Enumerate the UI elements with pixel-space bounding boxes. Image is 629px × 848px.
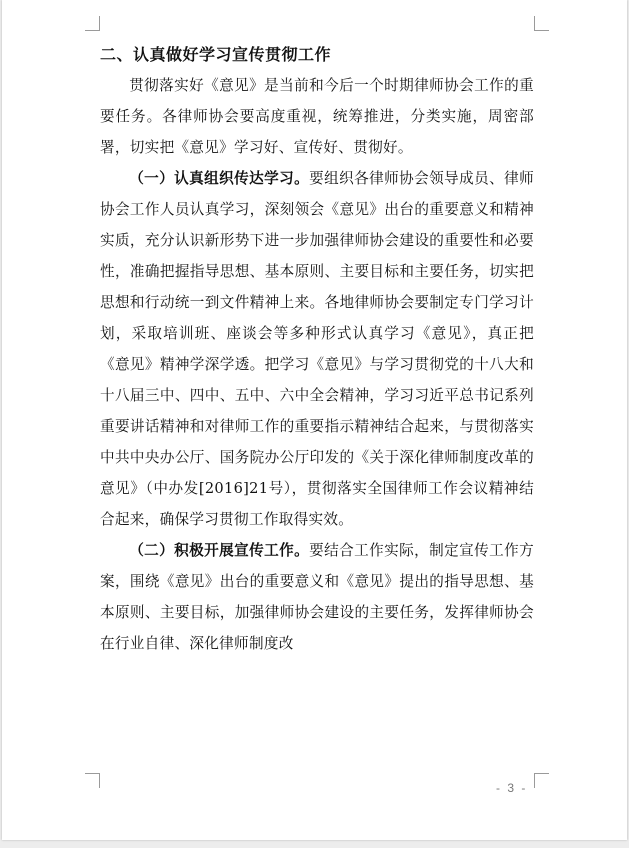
paragraph-study bbox=[100, 163, 534, 535]
paragraph-text-publicity: 要结合工作实际，制定宣传工作方案，围绕《意见》出台的重要意义和《意见》提出的指导思想、基本原则、主要目标，加强律师协会建设的主要任务，发挥律师协会在行业自律、深化律师制度改 bbox=[100, 542, 534, 652]
margin-corner-bottom-left bbox=[85, 773, 100, 788]
paragraph-lead-study: （一）认真组织传达学习。 bbox=[129, 170, 310, 187]
margin-corner-top-left bbox=[85, 16, 100, 31]
margin-corner-top-right bbox=[534, 16, 549, 31]
paragraph-text: 贯彻落实好《意见》是当前和今后一个时期律师协会工作的重要任务。各律师协会要高度重视，统筹推进，分类实施，周密部署，切实把《意见》学习好、宣传好、贯彻好。 bbox=[100, 77, 534, 156]
document-page bbox=[2, 0, 627, 840]
paragraph-lead-publicity: （二）积极开展宣传工作。 bbox=[129, 542, 310, 559]
paragraph-publicity bbox=[100, 535, 534, 659]
paragraph-intro bbox=[100, 70, 534, 163]
paragraph-text-study: 要组织各律师协会领导成员、律师协会工作人员认真学习，深刻领会《意见》出台的重要意义和精神实质，充分认识新形势下进一步加强律师协会建设的重要性和必要性，准确把握指导思想、基本原则、主要目标和主要任务，切实把思想和行动统一到文件精神上来。各地律师协会要制定专门学习计划，采取培训班、座谈会等多种形式认真学习《意见》，真正把《意见》精神学深学透。把学习《意见》与学习贯彻党的十八大和十八届三中、四中、五中、六中全会精神，学习习近平总书记系列重要讲话精神和对律师工作的重要指示精神结合起来，与贯彻落实中共中央办公厅、国务院办公厅印发的《关于深化律师制度改革的意见》（中办发[2016]21号），贯彻落实全国律师工作会议精神结合起来，确保学习贯彻工作取得实效。 bbox=[100, 170, 534, 528]
margin-corner-bottom-right bbox=[534, 773, 549, 788]
document-body bbox=[100, 40, 534, 659]
section-heading: 二、认真做好学习宣传贯彻工作 bbox=[100, 45, 332, 64]
page-number: - 3 - bbox=[496, 781, 528, 795]
